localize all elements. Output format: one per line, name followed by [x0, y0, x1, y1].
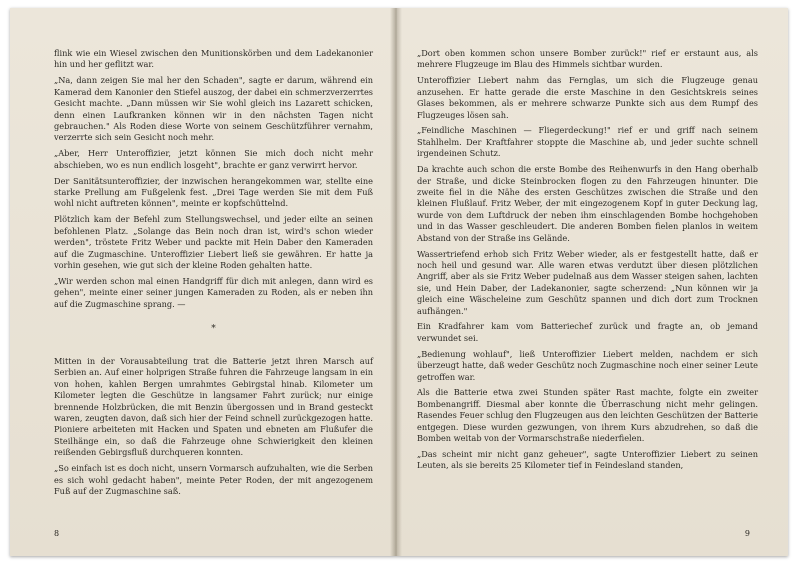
right-page-number: 9 — [744, 529, 750, 538]
right-paragraph-1: „Dort oben kommen schon unsere Bomber zurück!" rief er erstaunt aus, als mehrere Flugzeuge im Blau des Himmels sichtbar wurden. — [417, 48, 758, 70]
left-paragraph-5: Plötzlich kam der Befehl zum Stellungswechsel, und jeder eilte an seinen befohlenen Platz. „Solange das Bein noch dran ist, wird's schon wieder werden", tröstete Fritz Weber und packte mit Hein Daber den Kameraden auf die Zugmaschine. Unteroffizier Liebert ließ sie gewähren. Er hatte ja vorhin gesehen, wie gut sich der kleine Roden gehalten hatte. — [54, 214, 373, 270]
right-paragraph-6: Ein Kradfahrer kam vom Batteriechef zurück und fragte an, ob jemand verwundet sei. — [417, 321, 758, 343]
left-paragraph-7: Mitten in der Vorausabteilung trat die Batterie jetzt ihren Marsch auf Serbien an. Auf einer holprigen Straße fuhren die Fahrzeuge langsam in ein von hohen, kahlen Bergen umrahmtes Gebirgstal hinab. Kilometer um Kilometer legten die Geschütze in langsamer Fahrt zurück; nur einige brennende Holzbrücken, die mit Benzin übergossen und in Brand gesteckt waren, zeugten davon, daß sich hier der Feind schnell zurückgezogen hatte. Pioniere arbeiteten mit Hacken und Spaten und ebneten am Flußufer die Steilhänge ein, so daß die Fahrzeuge ohne Schwierigkeit den kleinen reißenden Gebirgsfluß durchqueren konnten. — [54, 356, 373, 458]
left-paragraph-4: Der Sanitätsunteroffizier, der inzwischen herangekommen war, stellte eine starke Prellung am Fußgelenk fest. „Drei Tage werden Sie mit dem Fuß wohl nicht auftreten können", meinte er kopfschüttelnd. — [54, 175, 373, 209]
right-paragraph-5: Wassertriefend erhob sich Fritz Weber wieder, als er festgestellt hatte, daß er noch heil und gesund war. Alle waren etwas verdutzt über diesen plötzlichen Angriff, aber als sie Fritz Weber pudelnaß aus dem Wasser steigen sahen, lachten sie, und Hein Daber, der Ladekanonier, sagte scherzend: „Nun können wir ja gleich eine Wäscheleine zum Geschütz spannen und dich dort zum Trocknen aufhängen." — [417, 248, 758, 316]
left-paragraph-6: „Wir werden schon mal einen Handgriff für dich mit anlegen, dann wird es gehen", meinte einer seiner jungen Kameraden zu Roden, als er neben ihn auf die Zugmaschine sprang. — — [54, 275, 373, 309]
left-page — [10, 8, 395, 556]
right-paragraph-4: Da krachte auch schon die erste Bombe des Reihenwurfs in den Hang oberhalb der Straße, und dicke Steinbrocken flogen zu den Fahrzeugen hinunter. Die zweite fiel in die Nähe des ersten Geschützes zwischen die Straße und den kleinen Flußlauf. Fritz Weber, der mit eingezogenem Kopf in guter Deckung lag, wurde von dem Luftdruck der neben ihm einschlagenden Bombe hochgehoben und in das Wasser geschleudert. Die anderen Bomben fielen planlos in weitem Abstand von der Straße ins Gelände. — [417, 164, 758, 243]
book-spread — [10, 8, 788, 556]
right-paragraph-9: „Das scheint mir nicht ganz geheuer", sagte Unteroffizier Liebert zu seinen Leuten, als sie bereits 25 Kilometer tief in Feindesland standen, — [417, 449, 758, 471]
book-gutter — [390, 8, 402, 556]
section-separator: * — [211, 324, 216, 335]
right-paragraph-8: Als die Batterie etwa zwei Stunden später Rast machte, folgte ein zweiter Bombenangriff. Diesmal aber konnte die Überraschung nicht mehr gelingen. Rasendes Feuer schlug den Flugzeugen aus den leichten Geschützen der Batterie entgegen. Diese wurden gezwungen, von ihrem Kurs abzudrehen, so daß die Bomben weitab von der Vormarschstraße niederfielen. — [417, 387, 758, 444]
left-paragraph-3: „Aber, Herr Unteroffizier, jetzt können Sie mich doch nicht mehr abschieben, wo es nun endlich losgeht", brachte er ganz verwirrt hervor. — [54, 148, 373, 170]
right-page — [395, 8, 788, 556]
right-paragraph-7: „Bedienung wohlauf", ließ Unteroffizier Liebert melden, nachdem er sich überzeugt hatte, daß weder Geschütz noch Zugmaschine noch einer seiner Leute getroffen war. — [417, 348, 758, 382]
left-paragraph-2: „Na, dann zeigen Sie mal her den Schaden", sagte er darum, während ein Kamerad dem Kanonier den Stiefel auszog, der dabei ein schmerzverzerrtes Gesicht machte. „Dann müssen wir Sie wohl gleich ins Lazarett schicken, denn einen Laufkranken können wir in den nächsten Tagen nicht gebrauchen." Als Roden diese Worte von seinem Geschützführer vernahm, verzerrte sich sein Gesicht noch mehr. — [54, 75, 373, 143]
left-page-number: 8 — [54, 529, 60, 538]
left-paragraph-8: „So einfach ist es doch nicht, unsern Vormarsch aufzuhalten, wie die Serben es sich wohl gedacht haben", meinte Peter Roden, der mit angezogenem Fuß auf der Zugmaschine saß. — [54, 463, 373, 496]
right-paragraph-3: „Feindliche Maschinen — Fliegerdeckung!" rief er und griff nach seinem Stahlhelm. Der Kraftfahrer stoppte die Maschine ab, und jeder suchte schnell irgendeinen Schutz. — [417, 125, 758, 159]
left-paragraph-1: flink wie ein Wiesel zwischen den Munitionskörben und dem Ladekanonier hin und her geflitzt war. — [54, 48, 373, 70]
right-paragraph-2: Unteroffizier Liebert nahm das Fernglas, um sich die Flugzeuge genau anzusehen. Er hatte gerade die erste Maschine in den Gesichtskreis seines Glases bekommen, als er mehrere schwarze Punkte sich aus dem Rumpf des Flugzeuges lösen sah. — [417, 75, 758, 120]
